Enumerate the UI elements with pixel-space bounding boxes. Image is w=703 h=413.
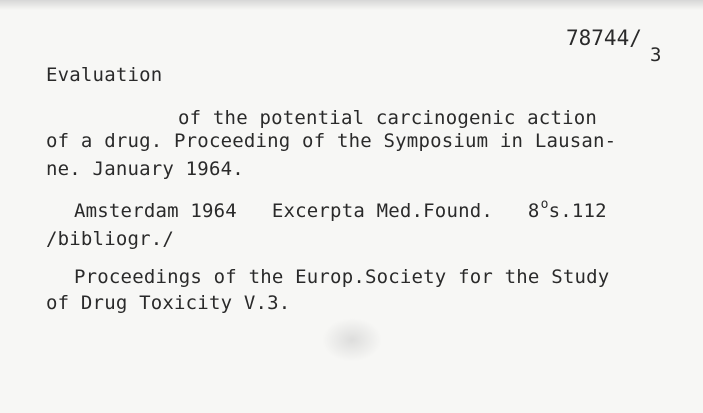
page-count: s.112 bbox=[548, 200, 607, 222]
paper-smudge bbox=[322, 318, 382, 362]
catalog-number: 78744/ bbox=[566, 26, 642, 50]
title-line-3: ne. January 1964. bbox=[46, 158, 244, 180]
catalog-number-subscript: 3 bbox=[650, 44, 662, 66]
imprint-text: Amsterdam 1964 Excerpta Med.Found. 8 bbox=[74, 200, 540, 222]
series-line-2: of Drug Toxicity V.3. bbox=[46, 292, 291, 314]
title-line-1: of the potential carcinogenic action bbox=[178, 107, 598, 129]
bibliography-note: /bibliogr./ bbox=[46, 228, 175, 250]
imprint-line bbox=[74, 197, 607, 225]
title-line-2: of a drug. Proceeding of the Symposium in Lausan- bbox=[46, 130, 617, 152]
series-line-1: Proceedings of the Europ.Society for the Study bbox=[74, 266, 610, 288]
title-heading: Evaluation bbox=[46, 64, 163, 86]
format-superscript: o bbox=[540, 197, 549, 212]
